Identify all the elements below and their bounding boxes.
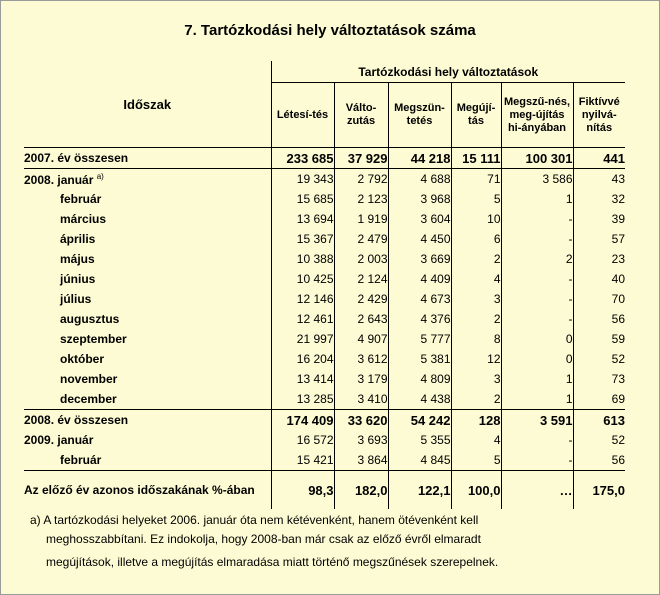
row-label-text: július [60,292,92,306]
cell-value: 54 242 [388,410,451,431]
cell-value: 13 414 [296,372,334,386]
row-label [24,249,271,269]
cell-value: 233 685 [271,148,334,169]
cell-value: - [501,450,573,471]
cell-value: - [501,209,573,229]
cell-value: 3 179 [334,369,388,389]
cell-value: 3 604 [388,209,451,229]
cell-value: 3 [451,369,501,389]
cell-value: 40 [573,269,625,289]
footnote-marker: a) [96,171,104,181]
cell-value: - [501,269,573,289]
cell-value: 100,0 [451,471,501,510]
cell-value: 100 301 [501,148,573,169]
row-label-text: 2009. január [24,433,94,447]
cell-value: 5 355 [388,430,451,450]
header-group: Tartózkodási hely változtatások [271,61,625,83]
row-label-text: február [60,453,102,467]
row-label [24,269,271,289]
cell-value: 12 [451,349,501,369]
cell-value: 3 612 [334,349,388,369]
cell-value: 3 669 [388,249,451,269]
cell-value: 15 685 [296,192,334,206]
cell-value: 4 438 [388,389,451,410]
cell-value: 0 [501,329,573,349]
row-label [24,309,271,329]
row-label-text: február [60,192,102,206]
footnote-line-2: meghosszabbítani. Ez indokolja, hogy 2008-ban már csak az előző évről elmaradt [46,532,481,546]
cell-value: 10 425 [296,272,334,286]
row-label-text: augusztus [60,312,120,326]
row-label-text: 2008. január [24,172,94,187]
cell-value: 52 [573,349,625,369]
table-row [24,309,625,329]
cell-value: 3 410 [334,389,388,410]
table-row [24,389,625,410]
cell-value: - [501,309,573,329]
footnote-line-1: a) A tartózkodási helyeket 2006. január óta nem kétévenként, hanem ötévenként kell [30,513,479,527]
row-label-text: április [60,232,96,246]
header-col-megujitas: Megújí-tás [451,83,501,148]
cell-value: 16 572 [296,433,334,447]
cell-value: - [501,229,573,249]
row-label-text: 2008. év összesen [24,413,129,427]
cell-value: 4 809 [388,369,451,389]
cell-value: 10 388 [296,252,334,266]
footnote-line-3: megújítások, illetve a megújítás elmaradása miatt történő megszűnések szerepelnek. [46,555,499,569]
cell-value: 5 [451,450,501,471]
cell-value: 3 586 [501,169,573,190]
row-label [24,329,271,349]
cell-value: 98,3 [271,471,334,510]
table-row [24,430,625,450]
cell-value: 5 [451,189,501,209]
cell-value: 12 146 [296,292,334,306]
cell-value: 43 [573,169,625,190]
cell-value: 59 [573,329,625,349]
row-label [24,349,271,369]
table-row [24,209,625,229]
header-col-megszuntetes: Megszün-tetés [388,83,451,148]
cell-value: 13 285 [296,392,334,406]
row-label-text: március [60,212,107,226]
cell-value: 4 907 [334,329,388,349]
table-row [24,148,625,169]
row-label [24,209,271,229]
cell-value: 2 792 [334,169,388,190]
cell-value: 2 [451,249,501,269]
cell-value: 2 [451,309,501,329]
table-row [24,349,625,369]
cell-value: 0 [501,349,573,369]
cell-value: 2 643 [334,309,388,329]
cell-value: 39 [573,209,625,229]
table-row [24,369,625,389]
row-label-text: október [60,352,105,366]
footnote [30,511,630,572]
cell-value: 1 [501,369,573,389]
cell-value: 52 [573,430,625,450]
cell-value: 4 376 [388,309,451,329]
row-label [24,189,271,209]
table-title: 7. Tartózkodási hely változtatások száma [184,22,476,39]
cell-value: 122,1 [388,471,451,510]
table-row [24,249,625,269]
table-row [24,229,625,249]
cell-value: 4 450 [388,229,451,249]
cell-value: 2 429 [334,289,388,309]
cell-value: 4 845 [388,450,451,471]
statistics-table [24,61,625,509]
cell-value: 21 997 [296,332,334,346]
header-col-letesites: Létesí-tés [271,83,334,148]
cell-value: 37 929 [334,148,388,169]
row-label [24,169,271,190]
table-row [24,289,625,309]
cell-value: 174 409 [271,410,334,431]
header-col-fiktiv: Fiktívvé nyilvá-nítás [573,83,625,148]
cell-value: 175,0 [573,471,625,510]
cell-value: 12 461 [296,312,334,326]
cell-value: 57 [573,229,625,249]
row-label-text: 2007. év összesen [24,151,129,165]
cell-value: 3 [451,289,501,309]
cell-value: 71 [451,169,501,190]
cell-value: 4 [451,430,501,450]
cell-value: 441 [573,148,625,169]
cell-value: 2 479 [334,229,388,249]
row-label [24,229,271,249]
cell-value: 3 864 [334,450,388,471]
cell-value: 15 111 [451,148,501,169]
cell-value: 69 [573,389,625,410]
cell-value: 2 [451,389,501,410]
table-row [24,471,625,510]
row-label [24,430,271,450]
cell-value: 70 [573,289,625,309]
cell-value: 128 [451,410,501,431]
cell-value: 182,0 [334,471,388,510]
cell-value: … [501,471,573,510]
cell-value: 3 968 [388,189,451,209]
row-label-text: június [60,272,96,286]
table-row [24,189,625,209]
row-label-text: szeptember [60,332,127,346]
row-label-text: május [60,252,95,266]
cell-value: 613 [573,410,625,431]
table-row [24,410,625,431]
row-label-text: december [60,392,117,406]
header-col-valtozas: Válto-zutás [334,83,388,148]
table-row [24,169,625,190]
table-row [24,329,625,349]
cell-value: 56 [573,309,625,329]
cell-value: 5 381 [388,349,451,369]
cell-value: - [501,289,573,309]
cell-value: 15 367 [296,232,334,246]
cell-value: 56 [573,450,625,471]
table-row [24,450,625,471]
row-label [24,369,271,389]
cell-value: 32 [573,189,625,209]
cell-value: 3 591 [501,410,573,431]
header-col-megszunes: Megszű-nés, meg-újítás hi-ányában [501,83,573,148]
cell-value: 2 [501,249,573,269]
cell-value: 2 123 [334,189,388,209]
cell-value: 8 [451,329,501,349]
cell-value: 15 421 [296,453,334,467]
cell-value: 10 [451,209,501,229]
cell-value: 73 [573,369,625,389]
cell-value: 3 693 [334,430,388,450]
cell-value: - [501,430,573,450]
cell-value: 23 [573,249,625,269]
row-label [24,148,271,169]
cell-value: 6 [451,229,501,249]
row-label [24,389,271,410]
cell-value: 1 [501,189,573,209]
cell-value: 1 919 [334,209,388,229]
cell-value: 4 673 [388,289,451,309]
cell-value: 16 204 [296,352,334,366]
cell-value: 13 694 [296,212,334,226]
row-label-text: november [60,372,118,386]
cell-value: 4 [451,269,501,289]
row-label [24,410,271,431]
row-label-text: Az előző év azonos időszakának %-ában [24,482,255,497]
cell-value: 2 124 [334,269,388,289]
row-label [24,289,271,309]
cell-value: 33 620 [334,410,388,431]
cell-value: 19 343 [296,172,334,186]
header-period: Időszak [24,61,271,148]
table-row [24,269,625,289]
cell-value: 5 777 [388,329,451,349]
row-label [24,450,271,471]
cell-value: 4 688 [388,169,451,190]
cell-value: 1 [501,389,573,410]
row-label [24,471,271,510]
cell-value: 2 003 [334,249,388,269]
table-body [24,148,625,510]
cell-value: 44 218 [388,148,451,169]
cell-value: 4 409 [388,269,451,289]
